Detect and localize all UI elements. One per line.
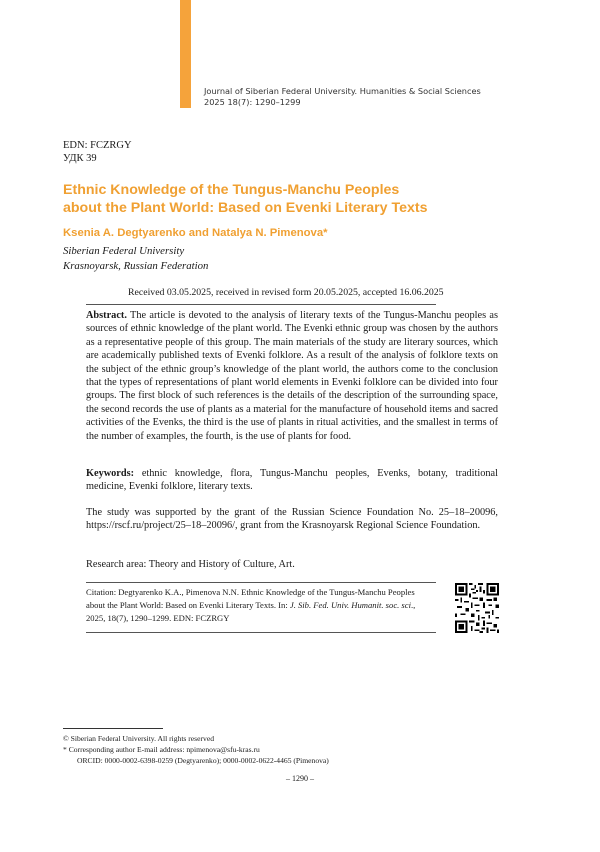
qr-code[interactable] [455,583,499,633]
grant-note: The study was supported by the grant of the Russian Science Foundation No. 25–18–20096, https://rscf.ru/project/25–18–20096/, grant from the Krasnoyarsk Regional Science Foundation. [86,507,498,532]
affiliation: Siberian Federal University [63,245,185,257]
footnote-rule [63,728,163,729]
abstract-text: The article is devoted to the analysis of literary texts of the Tungus-Manchu peoples as sources of ethnic knowledge of the plant world. The Evenki ethnic group was chosen by the authors as a representative people of this group. The main materials of the study are literary sources, which are academically published texts of Evenki folklore. As a result of the analysis of folklore texts on the subject of the ethnic group’s knowledge of the plant world, the authors come to the conclusion that the types of representations of plant world elements in Evenki folklore can be divided into four groups. The first block of such references is the details of the description of the surrounding space, the second records the use of plants as a material for the manufacture of household items and sacred activities of the Evenks, the third is the use of plants in ritual activities, and the smallest in terms of the number of examples, the fourth, is the use of plants for food. [86,310,499,442]
citation-bottom-rule [86,632,436,633]
citation [86,586,428,626]
journal-issue: 2025 18(7): 1290–1299 [204,97,301,107]
received-dates: Received 03.05.2025, received in revised form 20.05.2025, accepted 16.06.2025 [128,287,444,298]
citation-suffix: ., 2025, 18(7), 1290–1299. EDN: FCZRGY [86,600,416,624]
article-meta [63,139,132,165]
page-number: – 1290 – [286,774,314,783]
orcid-text: ORCID: 0000-0002-6398-0259 (Degtyarenko); 0000-0002-0622-4465 (Pimenova) [77,756,329,765]
udk-code: УДК 39 [63,153,97,164]
edn-code: EDN: FCZRGY [63,140,132,151]
footnote-copyright: © Siberian Federal University. All rights reserved [63,734,214,743]
journal-accent-bar [180,0,191,108]
abstract-label: Abstract. [86,310,127,321]
abstract [86,309,498,443]
title-line-2: about the Plant World: Based on Evenki Literary Texts [63,200,428,216]
keywords [86,467,498,494]
footnote-corresponding: * Corresponding author E-mail address: npimenova@sfu-kras.ru [63,745,260,754]
keywords-label: Keywords: [86,468,135,479]
authors: Ksenia A. Degtyarenko and Natalya N. Pimenova* [63,227,328,239]
research-area: Research area: Theory and History of Culture, Art. [86,559,295,570]
citation-journal: J. Sib. Fed. Univ. Humanit. soc. sci [289,600,411,611]
location: Krasnoyarsk, Russian Federation [63,260,209,272]
article-title [63,181,503,217]
journal-header [204,86,481,108]
journal-name: Journal of Siberian Federal University. Humanities & Social Sciences [204,86,481,96]
citation-top-rule [86,582,436,583]
title-line-1: Ethnic Knowledge of the Tungus-Manchu Peoples [63,182,400,198]
abstract-top-rule [86,304,436,305]
keywords-text: ethnic knowledge, flora, Tungus-Manchu peoples, Evenks, botany, traditional medicine, Evenki folklore, literary texts. [86,468,498,493]
affiliation-block [63,244,208,274]
footnote-orcid [63,755,329,766]
citation-prefix: Citation: Degtyarenko K.A., Pimenova N.N. Ethnic Knowledge of the Tungus-Manchu Peoples about the Plant World: Based on Evenki Literary Texts. In: [86,587,415,611]
